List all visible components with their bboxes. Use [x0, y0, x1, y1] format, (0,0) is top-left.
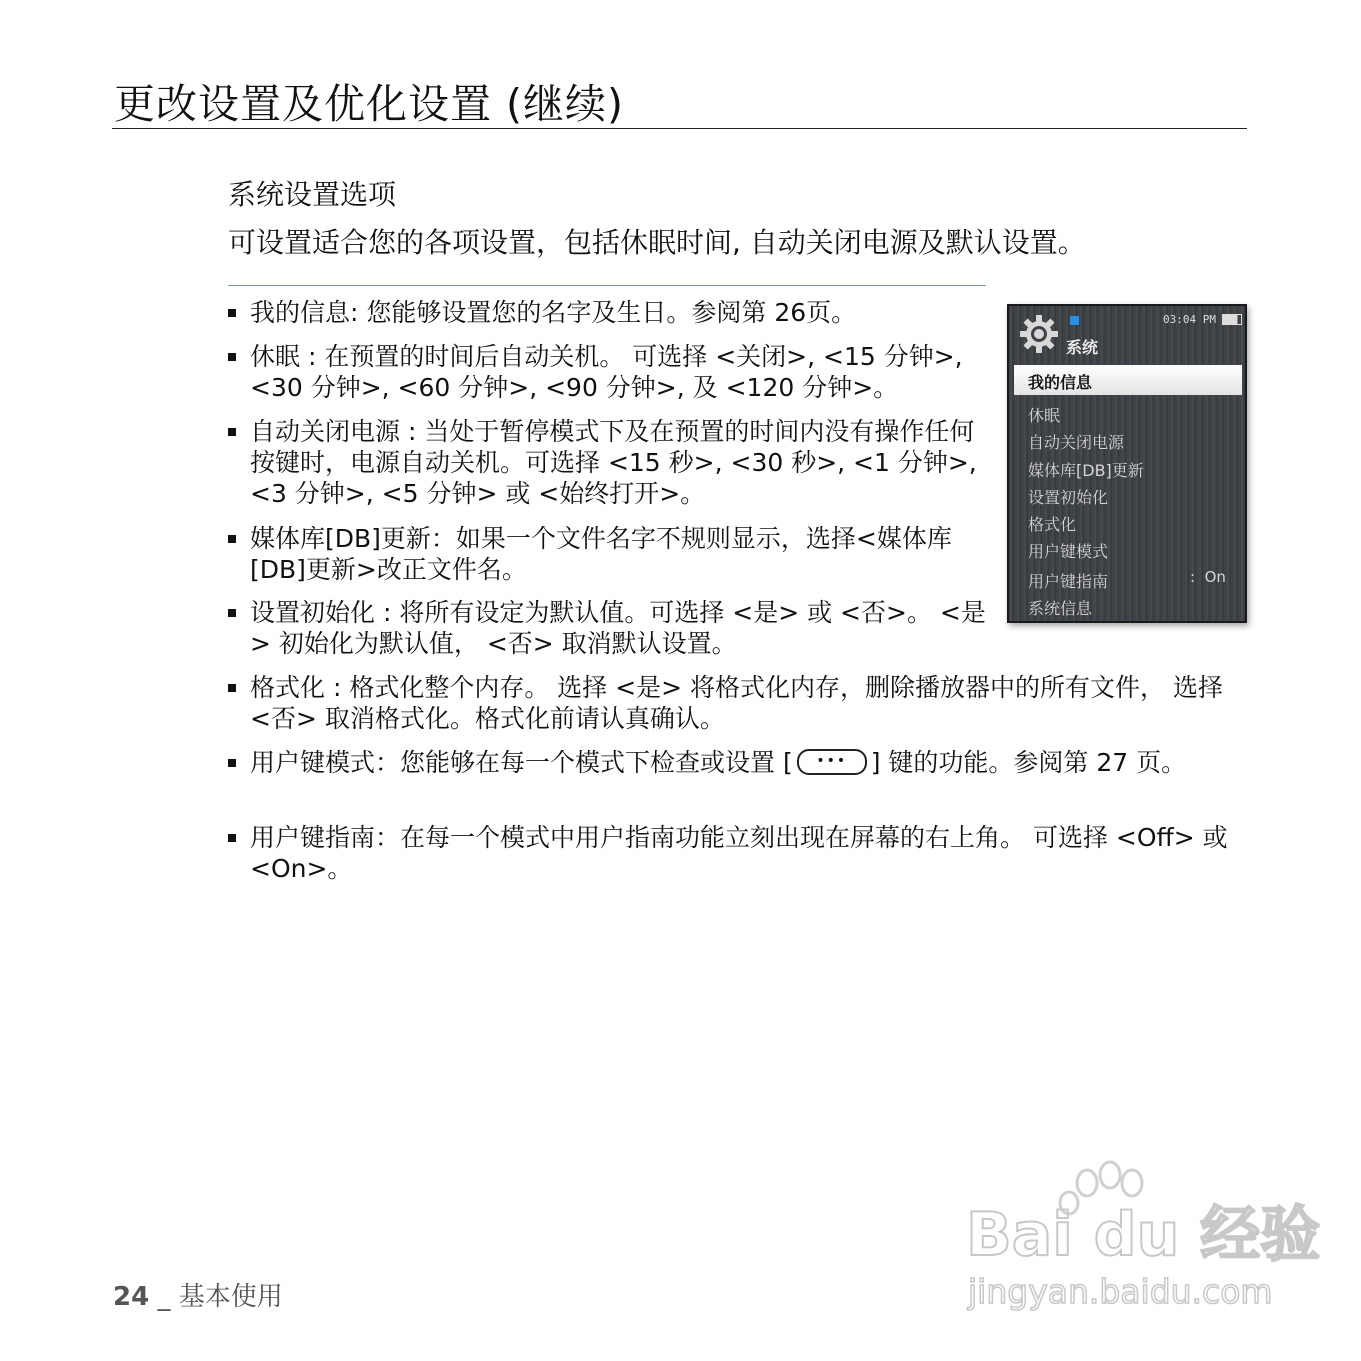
footer-section: 基本使用 — [178, 1282, 283, 1312]
menu-item-auto-power-off[interactable]: 自动关闭电源 — [1028, 433, 1125, 452]
option-text: 格式化 : 格式化整个内存。 选择 <是> 将格式化内存，删除播放器中的所有文件， 选择 <否> 取消格式化。格式化前请认真确认。 — [250, 673, 1224, 733]
menu-item-system-info[interactable]: 系统信息 — [1028, 599, 1093, 618]
bullet-icon — [228, 759, 236, 767]
section-heading: 系统设置选项 — [228, 178, 397, 211]
bullet-icon — [228, 309, 236, 317]
status-dot-icon — [1070, 316, 1079, 325]
bullet-icon — [228, 834, 236, 842]
page-footer — [113, 1276, 283, 1313]
watermark-url: jingyan.baidu.com — [968, 1272, 1273, 1311]
footer-separator: _ — [157, 1282, 171, 1312]
option-text-before: 用户键模式：您能够在每一个模式下检查或设置 [ — [250, 748, 793, 777]
user-key-glyph: ••• — [816, 753, 848, 769]
option-text: 媒体库[DB]更新：如果一个文件名字不规则显示，选择<媒体库[DB]更新>改正文件名。 — [250, 524, 952, 584]
menu-item-my-info[interactable]: 我的信息 — [1028, 373, 1093, 392]
option-text: 休眠 : 在预置的时间后自动关机。 可选择 <关闭>, <15 分钟>, <30 分钟>, <60 分钟>, <90 分钟>, 及 <120 分钟>。 — [250, 342, 963, 402]
menu-item-user-key-guide[interactable]: 用户键指南 — [1028, 572, 1109, 591]
page-title: 更改设置及优化设置 (继续) — [114, 80, 625, 128]
bullet-icon — [228, 684, 236, 692]
option-text: 用户键指南：在每一个模式中用户指南功能立刻出现在屏幕的右上角。 可选择 <Off> 或 <On>。 — [250, 823, 1228, 883]
device-screenshot — [1007, 304, 1247, 623]
intro-text: 可设置适合您的各项设置，包括休眠时间, 自动关闭电源及默认设置。 — [228, 226, 1086, 259]
bullet-icon — [228, 428, 236, 436]
bullet-icon — [228, 353, 236, 361]
option-text: 我的信息: 您能够设置您的名字及生日。参阅第 26页。 — [250, 298, 857, 327]
option-text-after: ] 键的功能。参阅第 27 页。 — [870, 748, 1187, 777]
watermark-brand: Bai du 经验 — [966, 1200, 1321, 1270]
page-number: 24 — [113, 1282, 150, 1312]
menu-item-reset[interactable]: 设置初始化 — [1028, 488, 1109, 507]
menu-item-format[interactable]: 格式化 — [1028, 515, 1077, 534]
bullet-icon — [228, 535, 236, 543]
bullet-icon — [228, 609, 236, 617]
gear-icon — [1019, 314, 1059, 354]
option-text: 设置初始化 : 将所有设定为默认值。可选择 <是> 或 <否>。 <是> 初始化为默认值， <否> 取消默认设置。 — [250, 598, 986, 658]
title-divider — [112, 128, 1247, 129]
guide-value: : On — [1190, 568, 1226, 586]
user-key-icon — [797, 749, 867, 775]
menu-item-user-key-mode[interactable]: 用户键模式 — [1028, 542, 1109, 561]
option-text — [250, 747, 1250, 778]
baidu-watermark — [962, 1155, 1321, 1315]
screen-title: 系统 — [1066, 338, 1099, 357]
battery-icon — [1222, 314, 1242, 325]
menu-item-db-update[interactable]: 媒体库[DB]更新 — [1028, 461, 1144, 480]
menu-item-sleep[interactable]: 休眠 — [1028, 406, 1061, 425]
clock: 03:04 PM — [1163, 313, 1216, 326]
section-divider — [228, 285, 986, 286]
option-text: 自动关闭电源 : 当处于暂停模式下及在预置的时间内没有操作任何按键时，电源自动关机。可选择 <15 秒>, <30 秒>, <1 分钟>, <3 分钟>, <5 分钟> 或 <始终打开>。 — [250, 417, 977, 508]
